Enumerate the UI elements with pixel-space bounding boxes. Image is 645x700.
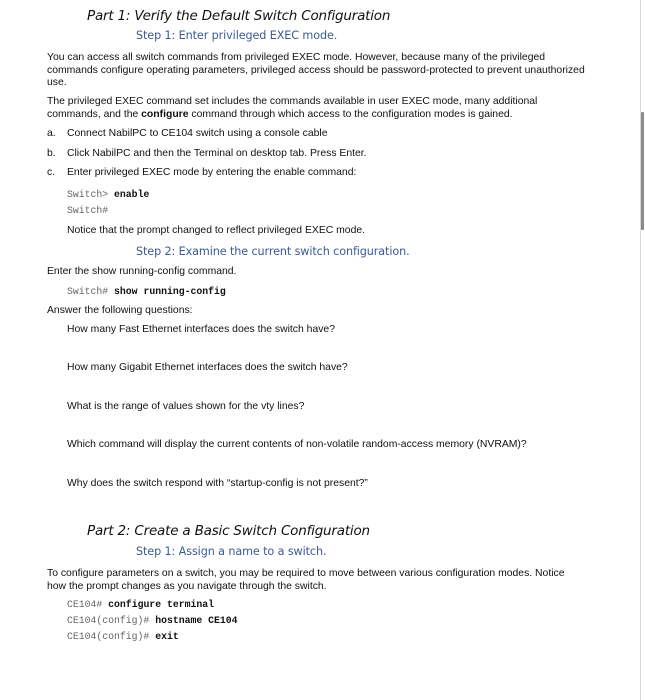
step-text: Connect NabilPC to CE104 switch using a console cable bbox=[67, 128, 328, 139]
command-prompt: CE104(config)# bbox=[67, 631, 150, 642]
step-label: b. bbox=[47, 148, 56, 159]
command-prompt: CE104(config)# bbox=[67, 615, 150, 626]
notice-text: Notice that the prompt changed to reflect privileged EXEC mode. bbox=[67, 225, 366, 236]
part1-intro-paragraph: You can access all switch commands from privileged EXEC mode. However, because many of the privileged commands configure operating parameters, privileged access should be password-protected to prevent unauthorized use. bbox=[47, 52, 585, 88]
para2-configure-bold: configure bbox=[141, 108, 189, 120]
command-text: configure terminal bbox=[108, 599, 214, 610]
part1-step2-heading: Step 2: Examine the current switch configuration. bbox=[136, 245, 410, 258]
part2-step1-heading: Step 1: Assign a name to a switch. bbox=[136, 545, 327, 558]
command-prompt: Switch# bbox=[67, 286, 109, 297]
command-prompt: Switch> bbox=[67, 189, 109, 200]
part1-para2 bbox=[47, 96, 572, 121]
step-text: Click NabilPC and then the Terminal on desktop tab. Press Enter. bbox=[67, 148, 367, 159]
command-hostname bbox=[67, 615, 238, 626]
page-edge-divider bbox=[640, 0, 641, 700]
question-3: What is the range of values shown for the vty lines? bbox=[67, 401, 305, 412]
para2-text-before: The privileged EXEC command set includes the commands available in user EXEC mode, many additional commands, and the bbox=[47, 96, 538, 120]
command-prompt: Switch# bbox=[67, 205, 109, 216]
step-label: a. bbox=[47, 128, 56, 139]
step-label: c. bbox=[47, 167, 56, 178]
part1-title: Part 1: Verify the Default Switch Configuration bbox=[87, 8, 391, 24]
answer-intro: Answer the following questions: bbox=[47, 305, 193, 316]
command-text: hostname CE104 bbox=[155, 615, 238, 626]
part2-title: Part 2: Create a Basic Switch Configuration bbox=[87, 523, 370, 539]
question-1: How many Fast Ethernet interfaces does the switch have? bbox=[67, 324, 335, 335]
command-text: show running-config bbox=[114, 286, 226, 297]
para2-text-after: command through which access to the configuration modes is gained. bbox=[188, 108, 513, 120]
question-4: Which command will display the current contents of non-volatile random-access memory (NVRAM)? bbox=[67, 439, 527, 450]
part2-intro-paragraph: To configure parameters on a switch, you may be required to move between various configuration modes. Notice how the prompt changes as you navigate through the switch. bbox=[47, 568, 565, 592]
step-item-b bbox=[47, 148, 367, 161]
command-prompt: CE104# bbox=[67, 599, 103, 610]
enter-show-text: Enter the show running-config command. bbox=[47, 266, 237, 277]
question-2: How many Gigabit Ethernet interfaces does the switch have? bbox=[67, 362, 348, 373]
step-item-c bbox=[47, 167, 356, 180]
step-item-a bbox=[47, 128, 328, 141]
scrollbar-thumb[interactable] bbox=[641, 112, 644, 230]
command-show-running-config bbox=[67, 286, 226, 297]
command-exit bbox=[67, 631, 179, 642]
part1-step1-heading: Step 1: Enter privileged EXEC mode. bbox=[136, 29, 338, 42]
step-text: Enter privileged EXEC mode by entering the enable command: bbox=[67, 167, 357, 178]
command-text: exit bbox=[155, 631, 179, 642]
question-5: Why does the switch respond with “startup-config is not present?” bbox=[67, 478, 368, 489]
command-configure-terminal bbox=[67, 599, 214, 610]
command-text: enable bbox=[114, 189, 150, 200]
command-privileged-prompt bbox=[67, 205, 108, 216]
command-enable bbox=[67, 189, 149, 200]
